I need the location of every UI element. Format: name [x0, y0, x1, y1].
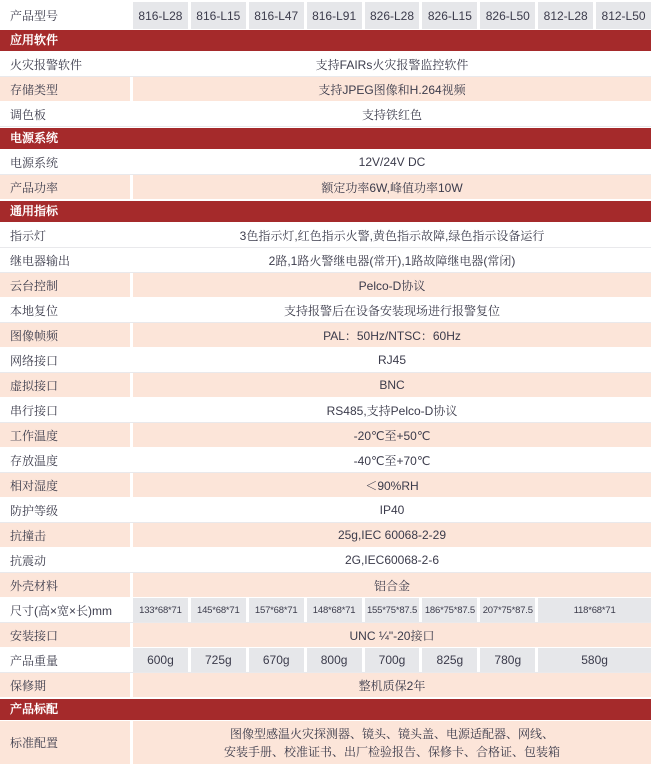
- row-value-line: 图像型感温火灾探测器、镜头、镜头盖、电源适配器、网线、: [229, 726, 554, 741]
- row-value: 整机质保2年: [133, 673, 651, 697]
- row-label: 火灾报警软件: [0, 52, 130, 76]
- model-header-cell: 816-L15: [191, 2, 246, 29]
- row-label: 云台控制: [0, 273, 130, 297]
- model-header-cell: 812-L50: [596, 2, 651, 29]
- row-value: 支持FAIRs火灾报警监控软件: [133, 52, 651, 76]
- row-value-cell: 145*68*71: [191, 598, 246, 622]
- row-value: UNC ¼"-20接口: [133, 623, 651, 647]
- row-label: 标准配置: [0, 721, 130, 764]
- row-label: 图像帧频: [0, 323, 130, 347]
- spec-row: [0, 548, 651, 573]
- model-header-cell: 826-L15: [422, 2, 477, 29]
- row-value-cell: 700g: [365, 648, 420, 672]
- row-value: -20℃至+50℃: [133, 423, 651, 447]
- row-value-cell: 157*68*71: [249, 598, 304, 622]
- row-value: 支持报警后在设备安装现场进行报警复位: [133, 298, 651, 322]
- spec-row: [0, 248, 651, 273]
- row-value: 2G,IEC60068-2-6: [133, 548, 651, 572]
- row-value: 3色指示灯,红色指示火警,黄色指示故障,绿色指示设备运行: [133, 223, 651, 247]
- spec-row: [0, 573, 651, 598]
- row-value-cell: 118*68*71: [538, 598, 651, 622]
- row-label: 保修期: [0, 673, 130, 697]
- row-value-cell: 148*68*71: [307, 598, 362, 622]
- row-value-cell: 825g: [422, 648, 477, 672]
- row-label: 产品重量: [0, 648, 130, 672]
- row-value: 铝合金: [133, 573, 651, 597]
- row-value: RS485,支持Pelco-D协议: [133, 398, 651, 422]
- row-value-cell: 780g: [480, 648, 535, 672]
- model-header-cell: 826-L28: [365, 2, 420, 29]
- spec-row: [0, 273, 651, 298]
- row-label: 抗撞击: [0, 523, 130, 547]
- spec-row: [0, 498, 651, 523]
- row-label: 抗震动: [0, 548, 130, 572]
- model-header-cell: 826-L50: [480, 2, 535, 29]
- model-header-cell: 816-L28: [133, 2, 188, 29]
- row-value: 支持JPEG图像和H.264视频: [133, 77, 651, 101]
- section-header: 产品标配: [0, 699, 651, 720]
- row-value: ＜90%RH: [133, 473, 651, 497]
- row-value: BNC: [133, 373, 651, 397]
- row-label: 相对湿度: [0, 473, 130, 497]
- row-label: 产品功率: [0, 175, 130, 199]
- section-header: 电源系统: [0, 128, 651, 149]
- row-value: Pelco-D协议: [133, 273, 651, 297]
- spec-row: [0, 423, 651, 448]
- row-value-cell: 207*75*87.5: [480, 598, 535, 622]
- spec-row: [0, 648, 651, 673]
- row-value-line: 安装手册、校准证书、出厂检验报告、保修卡、合格证、包装箱: [223, 744, 560, 759]
- row-value-cell: 186*75*87.5: [422, 598, 477, 622]
- row-label: 存放温度: [0, 448, 130, 472]
- row-value: 额定功率6W,峰值功率10W: [133, 175, 651, 199]
- header-label: 产品型号: [0, 2, 130, 29]
- spec-row: [0, 448, 651, 473]
- row-value: [133, 721, 651, 764]
- row-label: 网络接口: [0, 348, 130, 372]
- model-header-cell: 816-L91: [307, 2, 362, 29]
- product-spec-table: [0, 2, 651, 765]
- row-value-cell: 155*75*87.5: [365, 598, 420, 622]
- row-value: PAL：50Hz/NTSC：60Hz: [133, 323, 651, 347]
- row-label: 尺寸(高×宽×长)mm: [0, 598, 130, 622]
- spec-row: [0, 348, 651, 373]
- spec-row: [0, 223, 651, 248]
- spec-row: [0, 77, 651, 102]
- spec-row: [0, 52, 651, 77]
- row-label: 串行接口: [0, 398, 130, 422]
- row-label: 指示灯: [0, 223, 130, 247]
- spec-row: [0, 673, 651, 698]
- spec-row: [0, 623, 651, 648]
- row-value-cell: 670g: [249, 648, 304, 672]
- row-label: 外壳材料: [0, 573, 130, 597]
- spec-row: [0, 523, 651, 548]
- spec-row: [0, 398, 651, 423]
- row-label: 电源系统: [0, 150, 130, 174]
- row-value: 25g,IEC 60068-2-29: [133, 523, 651, 547]
- row-label: 本地复位: [0, 298, 130, 322]
- model-header-cell: 812-L28: [538, 2, 593, 29]
- spec-row: [0, 150, 651, 175]
- model-header-cell: 816-L47: [249, 2, 304, 29]
- section-header: 通用指标: [0, 201, 651, 222]
- row-value: 2路,1路火警继电器(常开),1路故障继电器(常闭): [133, 248, 651, 272]
- row-value: RJ45: [133, 348, 651, 372]
- spec-row: [0, 721, 651, 765]
- row-value: IP40: [133, 498, 651, 522]
- model-header-row: [0, 2, 651, 29]
- row-label: 虚拟接口: [0, 373, 130, 397]
- row-label: 工作温度: [0, 423, 130, 447]
- spec-row: [0, 598, 651, 623]
- spec-row: [0, 298, 651, 323]
- row-value: 支持铁红色: [133, 102, 651, 126]
- spec-row: [0, 323, 651, 348]
- row-value-cell: 800g: [307, 648, 362, 672]
- row-value: 12V/24V DC: [133, 150, 651, 174]
- row-value-cell: 600g: [133, 648, 188, 672]
- spec-row: [0, 473, 651, 498]
- row-value-cell: 133*68*71: [133, 598, 188, 622]
- spec-row: [0, 102, 651, 127]
- section-header: 应用软件: [0, 30, 651, 51]
- row-label: 调色板: [0, 102, 130, 126]
- row-value: -40℃至+70℃: [133, 448, 651, 472]
- row-label: 安装接口: [0, 623, 130, 647]
- spec-row: [0, 175, 651, 200]
- spec-row: [0, 373, 651, 398]
- row-value-cell: 725g: [191, 648, 246, 672]
- row-label: 继电器输出: [0, 248, 130, 272]
- row-label: 存储类型: [0, 77, 130, 101]
- row-value-cell: 580g: [538, 648, 651, 672]
- row-label: 防护等级: [0, 498, 130, 522]
